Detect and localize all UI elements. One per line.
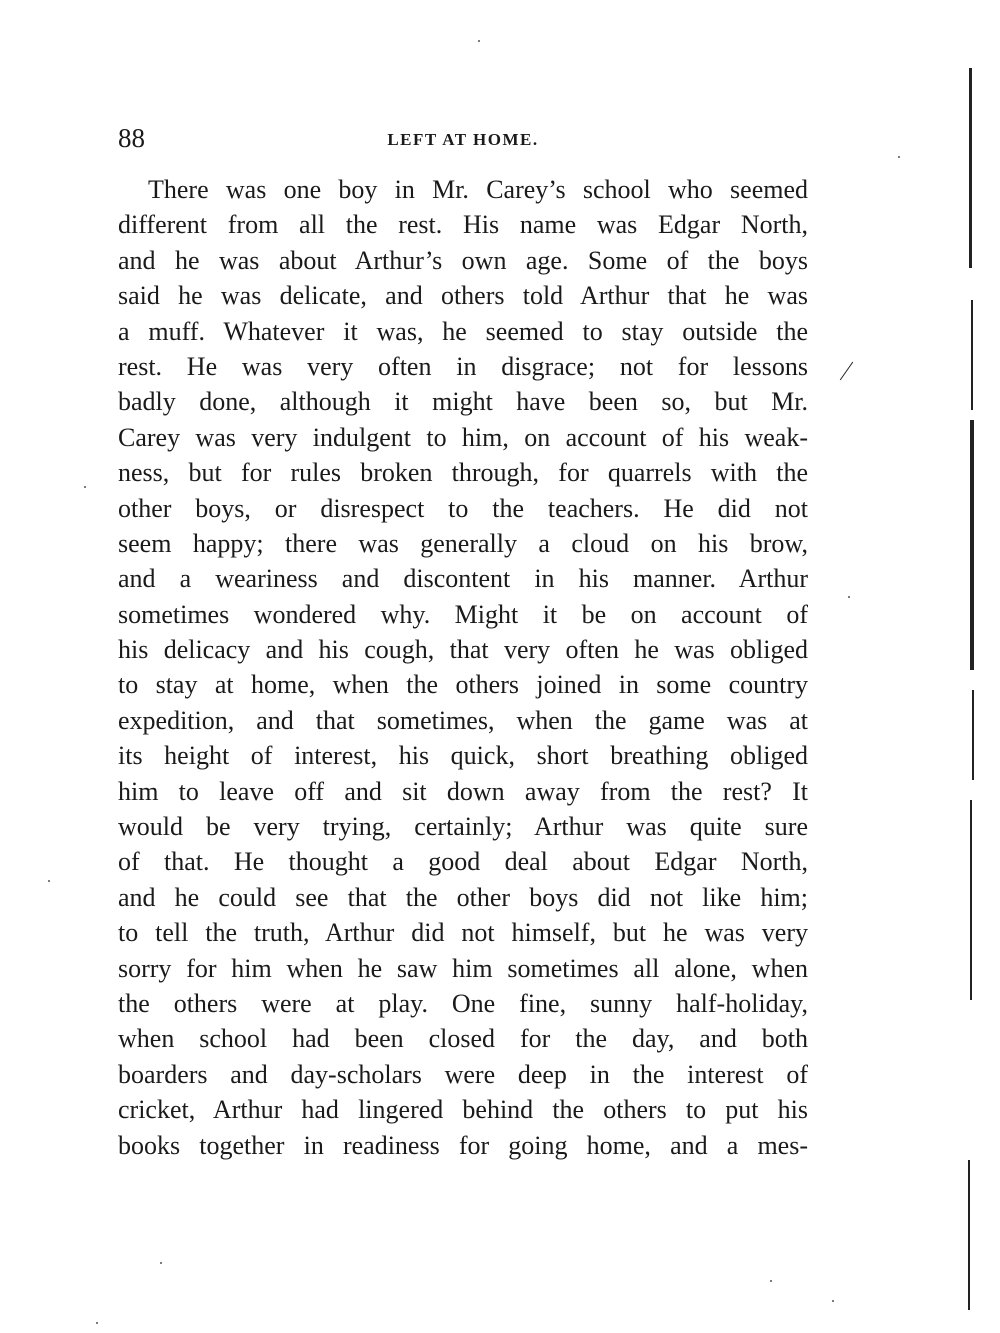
- text-line: of that. He thought a good deal about Edgar North,: [118, 847, 808, 877]
- scan-edge-mark: [971, 300, 973, 410]
- text-line: rest. He was very often in disgrace; not for lessons: [118, 351, 808, 381]
- text-line: to tell the truth, Arthur did not himself, but he was very: [118, 918, 808, 948]
- text-line: cricket, Arthur had lingered behind the others to put his: [118, 1095, 808, 1125]
- text-line: would be very trying, certainly; Arthur was quite sure: [118, 812, 808, 842]
- scan-speck: [478, 40, 480, 42]
- scan-edge-mark: [840, 362, 853, 381]
- text-line: its height of interest, his quick, short breathing obliged: [118, 741, 808, 771]
- text-line: Carey was very indulgent to him, on account of his weak-: [118, 422, 808, 452]
- text-line: a muff. Whatever it was, he seemed to stay outside the: [118, 316, 808, 346]
- text-line: sometimes wondered why. Might it be on account of: [118, 599, 808, 629]
- scan-speck: [848, 596, 850, 598]
- text-line: expedition, and that sometimes, when the game was at: [118, 705, 808, 735]
- text-line: sorry for him when he saw him sometimes all alone, when: [118, 953, 808, 983]
- page-header: [118, 118, 808, 158]
- scan-edge-mark: [970, 420, 974, 670]
- text-line: other boys, or disrespect to the teachers. He did not: [118, 493, 808, 523]
- text-line: when school had been closed for the day, and both: [118, 1024, 808, 1054]
- scan-speck: [84, 486, 86, 488]
- scan-edge-mark: [970, 800, 972, 1000]
- scan-edge-mark: [969, 68, 972, 268]
- text-line: to stay at home, when the others joined in some country: [118, 670, 808, 700]
- scan-edge-mark: [968, 1160, 970, 1310]
- body-text: [118, 172, 808, 1163]
- text-line: There was one boy in Mr. Carey’s school who seemed: [148, 175, 808, 204]
- text-line: and he was about Arthur’s own age. Some of the boys: [118, 245, 808, 275]
- text-line: badly done, although it might have been so, but Mr.: [118, 387, 808, 417]
- text-line: him to leave off and sit down away from the rest? It: [118, 776, 808, 806]
- scan-speck: [898, 156, 900, 158]
- running-head: LEFT AT HOME.: [387, 130, 539, 149]
- scan-speck: [48, 880, 50, 882]
- text-line: his delicacy and his cough, that very often he was obliged: [118, 635, 808, 665]
- text-line: and a weariness and discontent in his manner. Arthur: [118, 564, 808, 594]
- text-line: the others were at play. One fine, sunny half-holiday,: [118, 988, 808, 1018]
- page-number: 88: [118, 123, 145, 153]
- scan-edge-mark: [972, 690, 974, 780]
- scan-speck: [770, 1280, 772, 1282]
- text-line: ness, but for rules broken through, for quarrels with the: [118, 458, 808, 488]
- text-line: different from all the rest. His name was Edgar North,: [118, 210, 808, 240]
- text-line: boarders and day-scholars were deep in the interest of: [118, 1059, 808, 1089]
- text-line: said he was delicate, and others told Arthur that he was: [118, 281, 808, 311]
- scan-speck: [832, 1300, 834, 1302]
- text-line: books together in readiness for going home, and a mes-: [118, 1130, 808, 1160]
- scan-speck: [160, 1262, 162, 1264]
- text-line: and he could see that the other boys did not like him;: [118, 882, 808, 912]
- scan-speck: [96, 1322, 98, 1324]
- text-line: seem happy; there was generally a cloud on his brow,: [118, 528, 808, 558]
